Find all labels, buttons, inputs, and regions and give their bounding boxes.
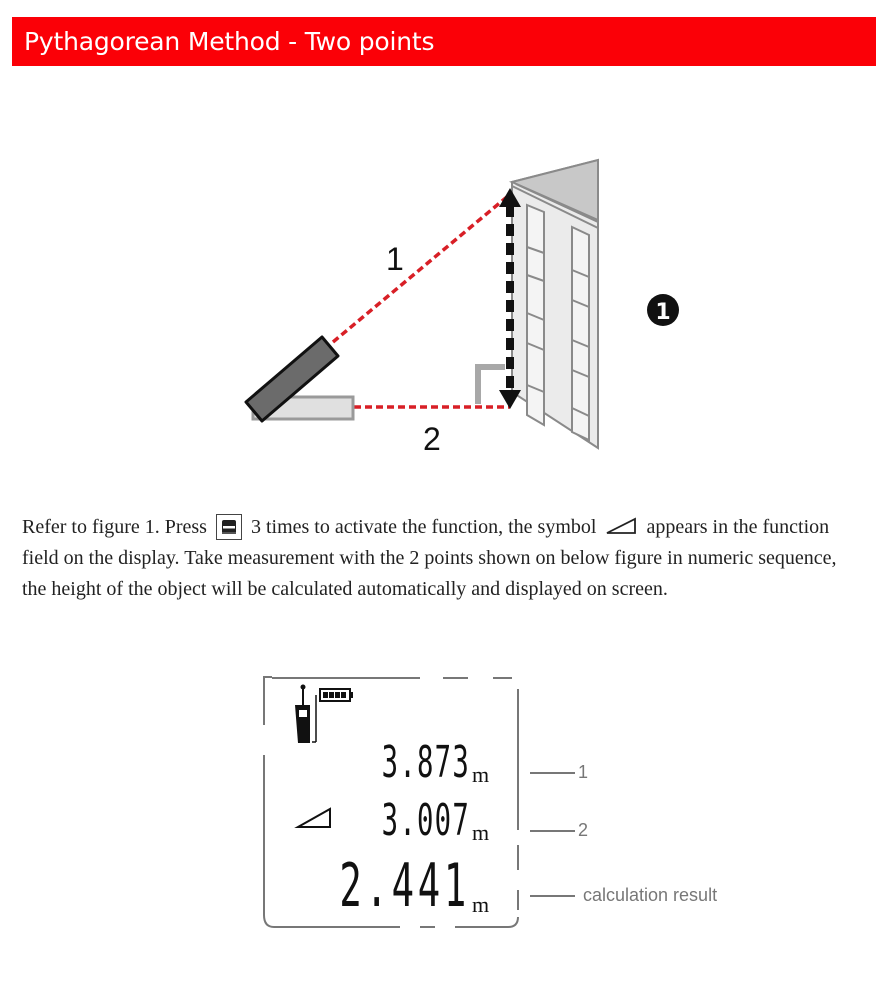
section-title-bar: [12, 17, 876, 66]
segment-label-2: 2: [423, 421, 441, 457]
callout-label-1: 1: [578, 762, 589, 782]
device-status-icon: [295, 685, 316, 744]
pythagoras-triangle-icon: [605, 517, 637, 535]
segment-label-1: 1: [386, 241, 404, 277]
lcd-display-figure: [250, 665, 770, 935]
lcd-reading-2: 3.007: [381, 795, 470, 846]
pythagoras-triangle-icon: [298, 809, 330, 827]
lcd-unit-3: m: [472, 892, 490, 917]
instructions-text-1: Refer to figure 1. Press: [22, 516, 207, 538]
lcd-result: 2.441: [339, 851, 470, 921]
callout-label-2: 2: [578, 820, 589, 840]
right-angle-marker-icon: [478, 367, 505, 404]
section-title: Pythagorean Method - Two points: [24, 27, 435, 56]
battery-icon: [320, 689, 353, 701]
building-icon: [512, 160, 598, 448]
callout-label-3: calculation result: [583, 885, 718, 905]
lcd-unit-1: m: [472, 762, 490, 787]
figure-number: 1: [655, 300, 671, 325]
instructions-text-2: 3 times to activate the function, the symbol: [250, 516, 597, 538]
instructions-text-3: appears in the function field on the display. Take measurement with the 2 points shown on below figure in numeric sequence, the height of the object will be calculated automatically and displayed on screen.: [22, 516, 837, 600]
figure-number-badge: [647, 294, 679, 326]
lcd-reading-1: 3.873: [381, 737, 470, 788]
function-button-icon: [216, 514, 242, 540]
measurement-line-1: [333, 196, 508, 342]
figure-1-diagram: [230, 150, 700, 460]
instructions-paragraph: [22, 512, 862, 605]
lcd-unit-2: m: [472, 820, 490, 845]
